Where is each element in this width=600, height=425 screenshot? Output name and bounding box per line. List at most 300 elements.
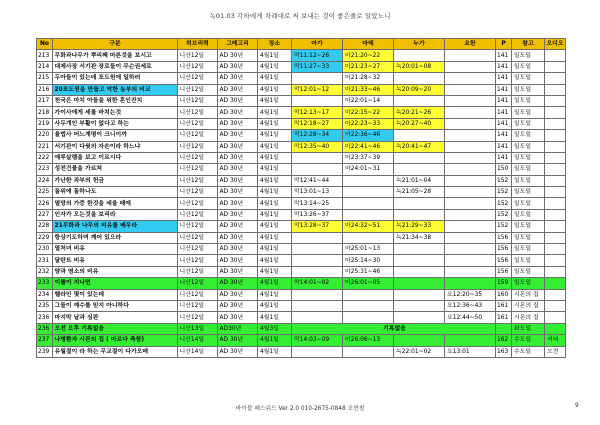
mark-ref	[292, 300, 343, 311]
place: 4월1일	[258, 73, 292, 84]
john-ref	[445, 107, 496, 118]
mark-ref: 막12:35~40	[292, 141, 343, 152]
reference: 일도일	[512, 266, 545, 277]
row-number: 232	[37, 266, 53, 277]
table-row	[37, 289, 566, 300]
row-title: 천국은 마치 아들을 위한 혼인잔치	[53, 95, 178, 106]
hebrew-date: 니산12일	[178, 221, 218, 232]
hebrew-date: 니산12일	[178, 232, 218, 243]
table-row	[37, 107, 566, 118]
matthew-ref: 마21:28~32	[343, 73, 394, 84]
place: 4월1일	[258, 209, 292, 220]
col-header-mark: 마가	[292, 39, 343, 50]
matthew-ref	[343, 198, 394, 209]
matthew-ref: 마21:33~46	[343, 84, 394, 95]
place: 4월1일	[258, 61, 292, 72]
table-row	[37, 266, 566, 277]
page-ref: 156	[496, 244, 512, 255]
gregorian-year: AD 30년	[218, 95, 258, 106]
table-row	[37, 323, 566, 334]
audio	[545, 244, 566, 255]
john-ref	[445, 95, 496, 106]
hebrew-date: 니산12일	[178, 266, 218, 277]
row-number: 223	[37, 164, 53, 175]
matthew-ref	[343, 232, 394, 243]
row-number: 239	[37, 346, 53, 357]
page-ref: 152	[496, 198, 512, 209]
luke-ref	[394, 73, 445, 84]
place: 4월3일	[258, 323, 292, 334]
hebrew-date: 니산12일	[178, 164, 218, 175]
hebrew-date: 니산12일	[178, 118, 218, 129]
row-title: 사두개인 부활이 없다고 하는	[53, 118, 178, 129]
row-title: 성전건물을 가르쳐	[53, 164, 178, 175]
john-ref	[445, 335, 496, 346]
matthew-ref	[343, 289, 394, 300]
row-number: 221	[37, 141, 53, 152]
luke-ref	[394, 209, 445, 220]
luke-ref: 녹21:29~33	[394, 221, 445, 232]
mark-ref	[292, 255, 343, 266]
page-ref: 156	[496, 266, 512, 277]
row-title: 가난한 과부의 헌금	[53, 175, 178, 186]
row-number: 222	[37, 152, 53, 163]
audio	[545, 152, 566, 163]
mark-ref	[292, 312, 343, 323]
row-number: 218	[37, 107, 53, 118]
page-ref: 141	[496, 130, 512, 141]
gregorian-year: AD 30년	[218, 335, 258, 346]
audio	[545, 84, 566, 95]
john-ref	[445, 50, 496, 61]
mark-ref: 막12:41~44	[292, 175, 343, 186]
audio	[545, 95, 566, 106]
gregorian-year: AD 30년	[218, 164, 258, 175]
audio	[545, 118, 566, 129]
mark-ref: 막14:01~02	[292, 278, 343, 289]
luke-ref	[394, 300, 445, 311]
mark-ref	[292, 346, 343, 357]
col-header-page: P	[496, 39, 512, 50]
hebrew-date: 니산12일	[178, 198, 218, 209]
reference: 일도일	[512, 118, 545, 129]
table-row	[37, 50, 566, 61]
audio	[545, 278, 566, 289]
gregorian-year: AD 30년	[218, 130, 258, 141]
gregorian-year: AD 30년	[218, 61, 258, 72]
gregorian-year: AD 30년	[218, 278, 258, 289]
mark-ref: 막12:28~34	[292, 130, 343, 141]
hebrew-date: 니산12일	[178, 289, 218, 300]
luke-ref	[394, 278, 445, 289]
place: 4월1일	[258, 175, 292, 186]
reference: 일도일	[512, 278, 545, 289]
john-ref: 요12:44~50	[445, 312, 496, 323]
gregorian-year: AD 30년	[218, 141, 258, 152]
hebrew-date: 니산12일	[178, 244, 218, 255]
row-number: 230	[37, 244, 53, 255]
page-ref: 152	[496, 221, 512, 232]
mark-ref	[292, 232, 343, 243]
table-row	[37, 141, 566, 152]
place: 4월1일	[258, 130, 292, 141]
row-number: 229	[37, 232, 53, 243]
john-ref	[445, 255, 496, 266]
row-title: 예루살렘을 보고 이르시다	[53, 152, 178, 163]
mark-ref: 막12:18~27	[292, 118, 343, 129]
table-row	[37, 346, 566, 357]
mark-ref: 막13:26~37	[292, 209, 343, 220]
mark-ref: 막13:28~37	[292, 221, 343, 232]
mark-ref: 막13:01~13	[292, 187, 343, 198]
reference: 시몬의 집	[512, 312, 545, 323]
luke-ref	[394, 164, 445, 175]
reference: 일도일	[512, 107, 545, 118]
gregorian-year: AD 30년	[218, 84, 258, 95]
gregorian-year: AD 30년	[218, 255, 258, 266]
luke-ref	[394, 289, 445, 300]
matthew-ref	[343, 300, 394, 311]
page-ref: 161	[496, 300, 512, 311]
place: 4월1일	[258, 312, 292, 323]
gregorian-year: AD 30년	[218, 232, 258, 243]
reference: 일도일	[512, 164, 545, 175]
john-ref	[445, 118, 496, 129]
mark-ref: 막12:01~12	[292, 84, 343, 95]
mark-ref	[292, 266, 343, 277]
gregorian-year: AD30년	[218, 323, 258, 334]
hebrew-date: 니산12일	[178, 130, 218, 141]
row-number: 219	[37, 118, 53, 129]
mark-ref: 막11:27~33	[292, 61, 343, 72]
page-ref: 162	[496, 335, 512, 346]
place: 4월1일	[258, 198, 292, 209]
table-row	[37, 61, 566, 72]
audio	[545, 164, 566, 175]
place: 4월1일	[258, 141, 292, 152]
place: 4월1일	[258, 221, 292, 232]
table-row	[37, 209, 566, 220]
page-ref: 163	[496, 346, 512, 357]
mark-ref	[292, 289, 343, 300]
row-title: 유월절이 라 하는 무교절이 다가오매	[53, 346, 178, 357]
audio	[545, 73, 566, 84]
row-number: 225	[37, 187, 53, 198]
hebrew-date: 니산12일	[178, 175, 218, 186]
place: 4월1일	[258, 300, 292, 311]
row-title: 서기관이 다윗의 자손이라 하느냐	[53, 141, 178, 152]
table-header-row	[37, 39, 566, 50]
row-number: 236	[37, 312, 53, 323]
col-header-hebrew-date: 히브리력	[178, 39, 218, 50]
row-title: 오전 오후 기록없음	[53, 323, 178, 334]
row-number: 213	[37, 50, 53, 61]
page-ref: 156	[496, 255, 512, 266]
page-ref: 141	[496, 107, 512, 118]
reference: 일도일	[512, 61, 545, 72]
place: 4월1일	[258, 95, 292, 106]
place: 4월1일	[258, 187, 292, 198]
luke-ref: 녹21:05~28	[394, 187, 445, 198]
table-row	[37, 84, 566, 95]
luke-ref	[394, 50, 445, 61]
matthew-ref: 마26:01~05	[343, 278, 394, 289]
john-ref	[445, 130, 496, 141]
matthew-ref: 마22:01~14	[343, 95, 394, 106]
table-row	[37, 221, 566, 232]
table-body	[37, 50, 566, 358]
gregorian-year: AD 30년	[218, 312, 258, 323]
row-number: 234	[37, 289, 53, 300]
john-ref: 요13:01	[445, 346, 496, 357]
table-row	[37, 335, 566, 346]
table-row	[37, 187, 566, 198]
audio	[545, 300, 566, 311]
col-header-category: 구분	[53, 39, 178, 50]
row-title: 열처녀 비유	[53, 244, 178, 255]
row-title: 대제사장 서기관 장로들이 무슨권세로	[53, 61, 178, 72]
luke-ref: 녹22:01~02	[394, 346, 445, 357]
gregorian-year: AD 30년	[218, 221, 258, 232]
reference: 일도일	[512, 221, 545, 232]
hebrew-date: 니산12일	[178, 209, 218, 220]
john-ref	[445, 209, 496, 220]
luke-ref	[394, 266, 445, 277]
row-number: 214	[37, 61, 53, 72]
page-ref: 141	[496, 95, 512, 106]
audio	[545, 141, 566, 152]
john-ref	[445, 73, 496, 84]
gregorian-year: AD 30년	[218, 209, 258, 220]
place: 4월1일	[258, 335, 292, 346]
row-number: 224	[37, 175, 53, 186]
john-ref	[445, 61, 496, 72]
reference: 일도일	[512, 130, 545, 141]
schedule-table	[36, 38, 566, 358]
reference: 일도일	[512, 209, 545, 220]
matthew-ref: 마24:32~51	[343, 221, 394, 232]
luke-ref: 녹20:21~26	[394, 107, 445, 118]
place: 4월1일	[258, 278, 292, 289]
luke-ref	[394, 152, 445, 163]
matthew-ref: 마23:37~39	[343, 152, 394, 163]
john-ref	[445, 266, 496, 277]
john-ref	[445, 141, 496, 152]
audio	[545, 187, 566, 198]
page-ref: 141	[496, 73, 512, 84]
gregorian-year: AD 30년	[218, 175, 258, 186]
gregorian-year: AD 30년	[218, 198, 258, 209]
audio	[545, 266, 566, 277]
col-header-no: No	[37, 39, 53, 50]
hebrew-date: 니산12일	[178, 312, 218, 323]
reference: 일도일	[512, 95, 545, 106]
audio	[545, 209, 566, 220]
hebrew-date: 니산12일	[178, 255, 218, 266]
table-row	[37, 300, 566, 311]
gregorian-year: AD 30년	[218, 187, 258, 198]
reference: 일도일	[512, 232, 545, 243]
row-number: 226	[37, 198, 53, 209]
matthew-ref: 마22:15~22	[343, 107, 394, 118]
page-ref: 141	[496, 141, 512, 152]
row-title: 양과 염소의 비유	[53, 266, 178, 277]
row-number: 220	[37, 130, 53, 141]
audio	[545, 50, 566, 61]
row-title: 헬라인 몇이 있는데	[53, 289, 178, 300]
gregorian-year: AD 30년	[218, 244, 258, 255]
table-row	[37, 164, 566, 175]
row-title: 율법사 어느계명이 크니이까	[53, 130, 178, 141]
page-ref	[496, 323, 512, 334]
gregorian-year: AD 30년	[218, 118, 258, 129]
page-ref: 141	[496, 50, 512, 61]
john-ref	[445, 84, 496, 95]
page-ref: 141	[496, 152, 512, 163]
page-ref: 152	[496, 175, 512, 186]
matthew-ref: 마21:23~27	[343, 61, 394, 72]
john-ref	[445, 221, 496, 232]
audio: 오전	[545, 346, 566, 357]
row-title: 인자가 오는것을 보리라	[53, 209, 178, 220]
reference: 일도일	[512, 244, 545, 255]
row-title: 마지막 날과 심판	[53, 312, 178, 323]
table-row	[37, 232, 566, 243]
audio	[545, 130, 566, 141]
matthew-ref: 마21:20~22	[343, 50, 394, 61]
col-header-audio: 오디오	[545, 39, 566, 50]
hebrew-date: 니산12일	[178, 141, 218, 152]
mark-ref: 막11:12~26	[292, 50, 343, 61]
page-footer: 바이블 패스워드 Ver 2.0 010-2675-0848 조현철	[235, 406, 365, 412]
page-ref: 161	[496, 312, 512, 323]
row-number: 217	[37, 95, 53, 106]
audio	[545, 255, 566, 266]
luke-ref: 녹20:09~20	[394, 84, 445, 95]
place: 4월1일	[258, 107, 292, 118]
audio	[545, 175, 566, 186]
table-row	[37, 152, 566, 163]
reference: 수도일	[512, 346, 545, 357]
row-title: 가이사에게 세를 바치는것	[53, 107, 178, 118]
gregorian-year: AD 30년	[218, 300, 258, 311]
no-record-note: 기록없음	[292, 323, 496, 334]
audio	[545, 323, 566, 334]
john-ref	[445, 175, 496, 186]
matthew-ref	[343, 312, 394, 323]
row-number: 215	[37, 73, 53, 84]
audio	[545, 221, 566, 232]
hebrew-date: 니산12일	[178, 278, 218, 289]
row-number: 216	[37, 84, 53, 95]
audio	[545, 289, 566, 300]
table-row	[37, 244, 566, 255]
audio	[545, 61, 566, 72]
reference: 일도일	[512, 255, 545, 266]
luke-ref	[394, 130, 445, 141]
luke-ref	[394, 335, 445, 346]
gregorian-year: AD 30년	[218, 50, 258, 61]
reference: 일도일	[512, 175, 545, 186]
luke-ref	[394, 198, 445, 209]
gregorian-year: AD 30년	[218, 73, 258, 84]
mark-ref	[292, 73, 343, 84]
mark-ref	[292, 164, 343, 175]
reference: 일도일	[512, 152, 545, 163]
row-title: 달란트 비유	[53, 255, 178, 266]
luke-ref: 녹21:34~38	[394, 232, 445, 243]
reference: 일도일	[512, 73, 545, 84]
place: 4월1일	[258, 346, 292, 357]
row-title: 두아들이 있는데 포도원에 일하러	[53, 73, 178, 84]
john-ref: 요12:20~35	[445, 289, 496, 300]
row-title: 나병환자 시몬의 집 ( 마르다 축함)	[53, 335, 178, 346]
mark-ref	[292, 95, 343, 106]
luke-ref: 녹20:41~47	[394, 141, 445, 152]
mark-ref: 막12:13~17	[292, 107, 343, 118]
table-row	[37, 175, 566, 186]
audio: 저녁	[545, 335, 566, 346]
hebrew-date: 니산12일	[178, 73, 218, 84]
gregorian-year: AD 30년	[218, 289, 258, 300]
matthew-ref	[343, 187, 394, 198]
col-header-reference: 참고	[512, 39, 545, 50]
matthew-ref: 마25:01~13	[343, 244, 394, 255]
col-header-gregorian: 그레고리	[218, 39, 258, 50]
hebrew-date: 니산12일	[178, 84, 218, 95]
hebrew-date: 니산12일	[178, 61, 218, 72]
gregorian-year: AD 30년	[218, 152, 258, 163]
matthew-ref: 마22:41~46	[343, 141, 394, 152]
row-title: 돌위에 돌하나도	[53, 187, 178, 198]
john-ref	[445, 152, 496, 163]
place: 4월1일	[258, 289, 292, 300]
place: 4월1일	[258, 50, 292, 61]
reference: 일도일	[512, 50, 545, 61]
page-ref: 152	[496, 209, 512, 220]
audio	[545, 198, 566, 209]
reference: 일도일	[512, 141, 545, 152]
row-number: 236	[37, 323, 53, 334]
reference: 화도일	[512, 323, 545, 334]
luke-ref	[394, 95, 445, 106]
john-ref	[445, 232, 496, 243]
table-row	[37, 312, 566, 323]
row-number: 228	[37, 221, 53, 232]
john-ref	[445, 187, 496, 198]
page-ref: 159	[496, 278, 512, 289]
row-title: 20포도원을 만들고 악한 농부의 비교	[53, 84, 178, 95]
row-title: 멸망의 가증 한것을 세울 때에	[53, 198, 178, 209]
reference: 일도일	[512, 84, 545, 95]
page-title: 녹01.03 각하에게 차례대로 써 보내는 것이 좋은줄로 알았노니	[209, 12, 391, 20]
hebrew-date: 니산12일	[178, 152, 218, 163]
hebrew-date: 니산12일	[178, 95, 218, 106]
john-ref	[445, 198, 496, 209]
table-row	[37, 278, 566, 289]
gregorian-year: AD 30년	[218, 107, 258, 118]
mark-ref: 막13:14~25	[292, 198, 343, 209]
page-ref: 160	[496, 289, 512, 300]
hebrew-date: 니산13일	[178, 323, 218, 334]
table-row	[37, 73, 566, 84]
matthew-ref: 마22:36~46	[343, 130, 394, 141]
hebrew-date: 니산14일	[178, 346, 218, 357]
place: 4월1일	[258, 244, 292, 255]
page-ref: 141	[496, 61, 512, 72]
page-ref: 156	[496, 232, 512, 243]
gregorian-year: AD 30년	[218, 346, 258, 357]
